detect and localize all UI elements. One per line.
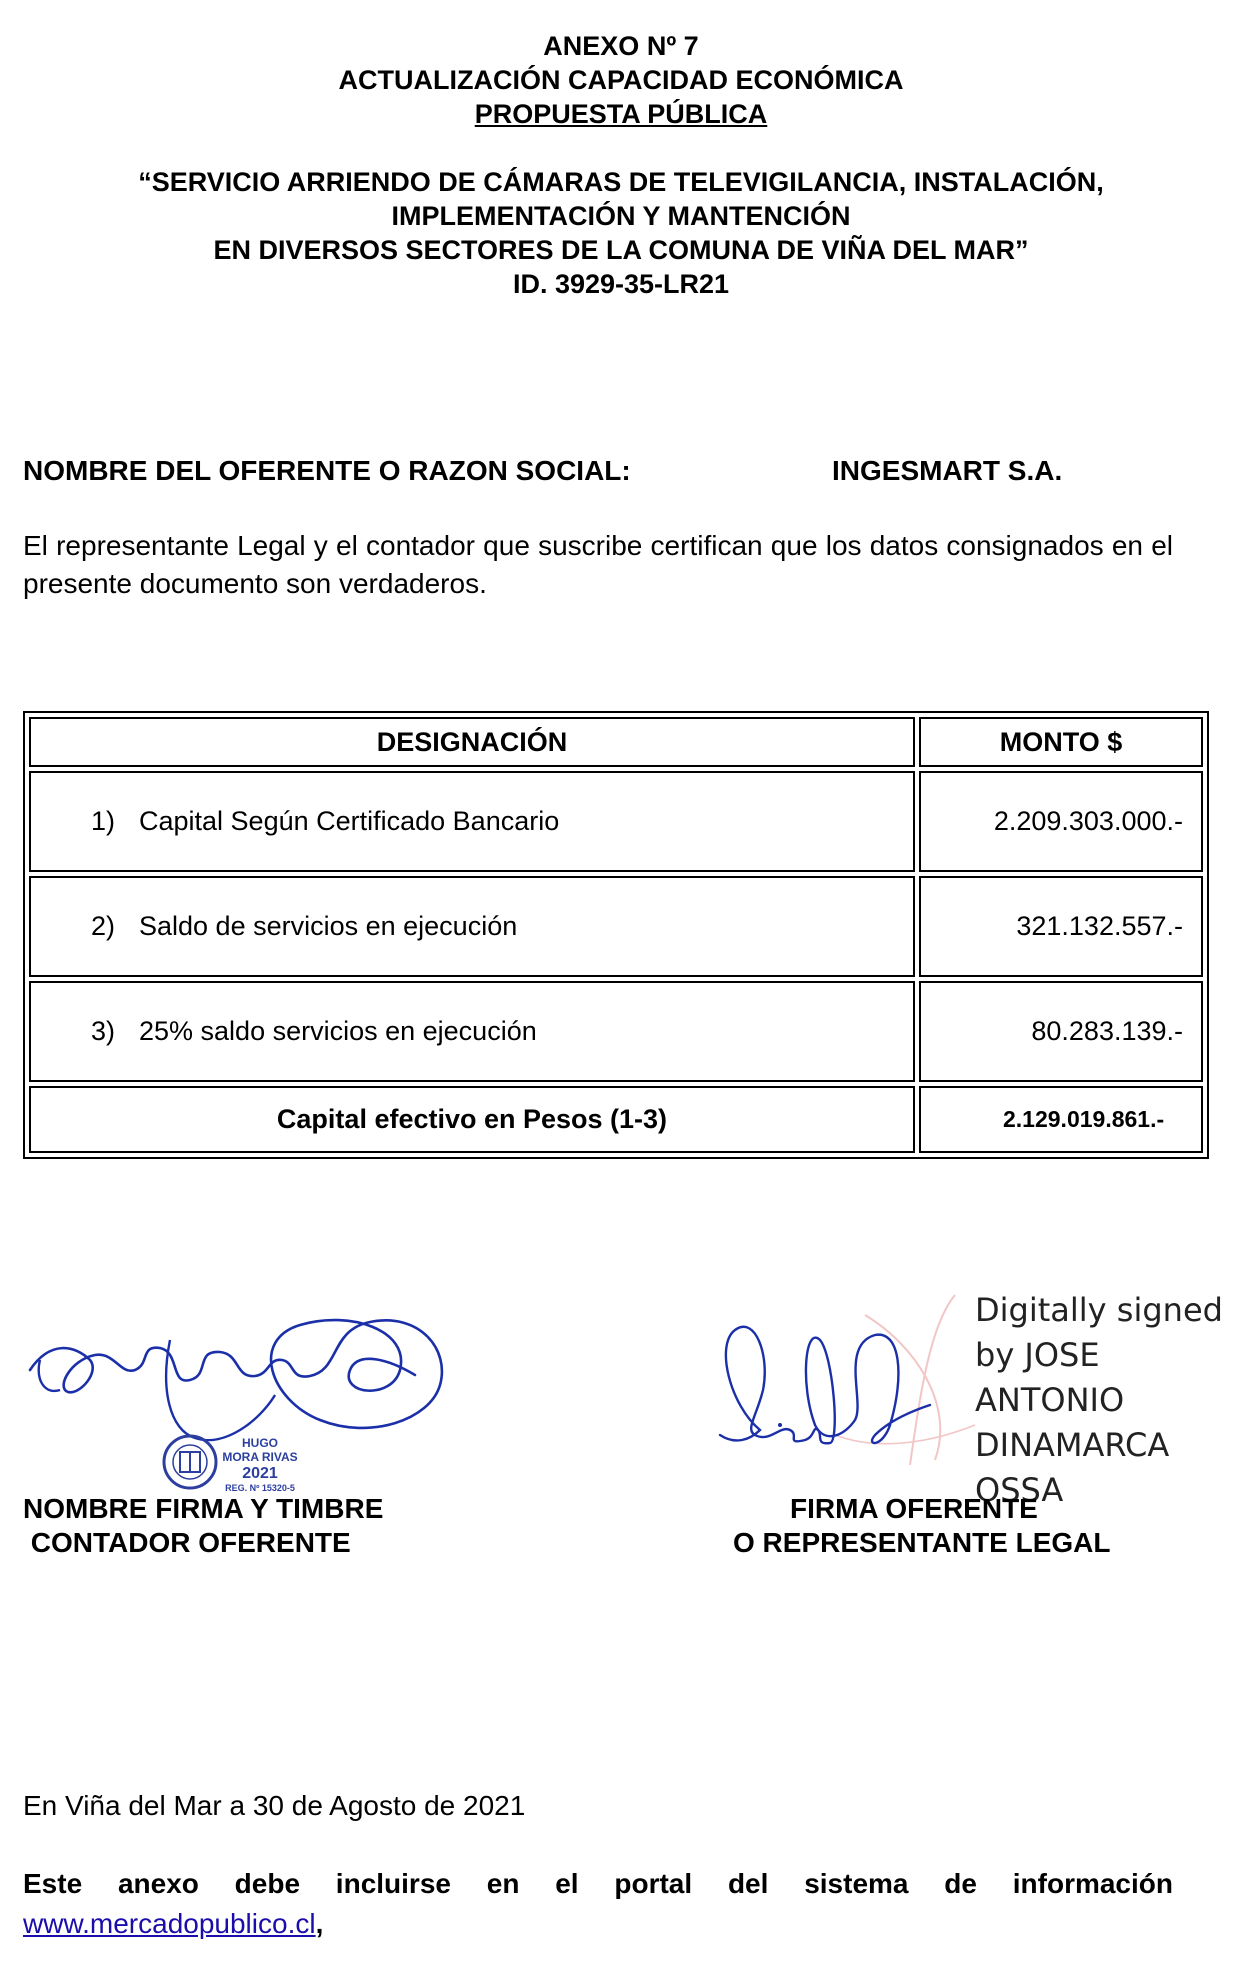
digital-line: ANTONIO — [975, 1381, 1125, 1419]
oferente-label: NOMBRE DEL OFERENTE O RAZON SOCIAL: — [23, 455, 631, 486]
accountant-caption-1: NOMBRE FIRMA Y TIMBRE — [23, 1493, 384, 1524]
certification-text: El representante Legal y el contador que suscribe certifican que los datos consignados en el presente documento son verdaderos. — [23, 530, 1173, 599]
oferente-value: INGESMART S.A. — [832, 455, 1063, 486]
total-amount: 2.129.019.861.- — [919, 1086, 1203, 1153]
row-label: Capital Según Certificado Bancario — [139, 806, 560, 837]
document-subtitle: ACTUALIZACIÓN CAPACIDAD ECONÓMICA — [338, 65, 904, 95]
digital-line: DINAMARCA — [975, 1426, 1170, 1464]
link-suffix: , — [315, 1908, 324, 1939]
table-row — [29, 771, 1203, 872]
row-label-cell — [29, 771, 915, 872]
service-line-3: EN DIVERSOS SECTORES DE LA COMUNA DE VIÑA DEL MAR” — [213, 235, 1029, 265]
header-designation: DESIGNACIÓN — [29, 717, 915, 767]
representative-caption-2: O REPRESENTANTE LEGAL — [733, 1527, 1111, 1558]
row-label: 25% saldo servicios en ejecución — [139, 1016, 537, 1047]
service-line-2: IMPLEMENTACIÓN Y MANTENCIÓN — [391, 201, 851, 231]
accountant-caption-2: CONTADOR OFERENTE — [23, 1527, 351, 1558]
stamp-year: 2021 — [242, 1465, 278, 1482]
accountant-signature — [20, 1300, 480, 1450]
proposal-heading — [0, 98, 1242, 131]
representative-caption-1: FIRMA OFERENTE — [790, 1493, 1038, 1524]
row-label-cell — [29, 876, 915, 977]
header-amount: MONTO $ — [919, 717, 1203, 767]
row-number: 1) — [91, 806, 116, 837]
proposal-text: PROPUESTA PÚBLICA — [474, 99, 768, 129]
date-line: En Viña del Mar a 30 de Agosto de 2021 — [23, 1790, 526, 1821]
stamp-registration: REG. Nº 15320-5 — [225, 1483, 295, 1493]
representative-signature — [715, 1285, 995, 1475]
row-amount: 321.132.557.- — [919, 876, 1203, 977]
mercadopublico-link[interactable]: www.mercadopublico.cl — [23, 1908, 316, 1939]
table-total-row — [29, 1086, 1203, 1153]
table-header-row — [29, 717, 1203, 767]
footer-note: Este anexo debe incluirse en el portal del sistema de información — [23, 1868, 1173, 1899]
footer-link-line — [23, 1905, 323, 1943]
total-label: Capital efectivo en Pesos (1-3) — [29, 1086, 915, 1153]
row-amount: 2.209.303.000.- — [919, 771, 1203, 872]
table-row — [29, 981, 1203, 1082]
stamp-name-2: MORA RIVAS — [222, 1450, 298, 1464]
digital-line: Digitally signed — [975, 1291, 1223, 1329]
tender-id: ID. 3929-35-LR21 — [512, 269, 730, 299]
digital-signature-text — [975, 1288, 1223, 1513]
service-line-1: “SERVICIO ARRIENDO DE CÁMARAS DE TELEVIGILANCIA, INSTALACIÓN, — [138, 167, 1104, 197]
stamp-text — [210, 1437, 310, 1499]
row-amount: 80.283.139.- — [919, 981, 1203, 1082]
capital-table — [23, 711, 1209, 1159]
row-label: Saldo de servicios en ejecución — [139, 911, 518, 942]
row-label-cell — [29, 981, 915, 1082]
table-row — [29, 876, 1203, 977]
row-number: 3) — [91, 1016, 116, 1047]
annex-number: ANEXO Nº 7 — [543, 31, 699, 61]
digital-line: by JOSE — [975, 1336, 1100, 1374]
stamp-name-1: HUGO — [242, 1436, 278, 1450]
digital-line: OSSA — [975, 1471, 1064, 1509]
row-number: 2) — [91, 911, 116, 942]
